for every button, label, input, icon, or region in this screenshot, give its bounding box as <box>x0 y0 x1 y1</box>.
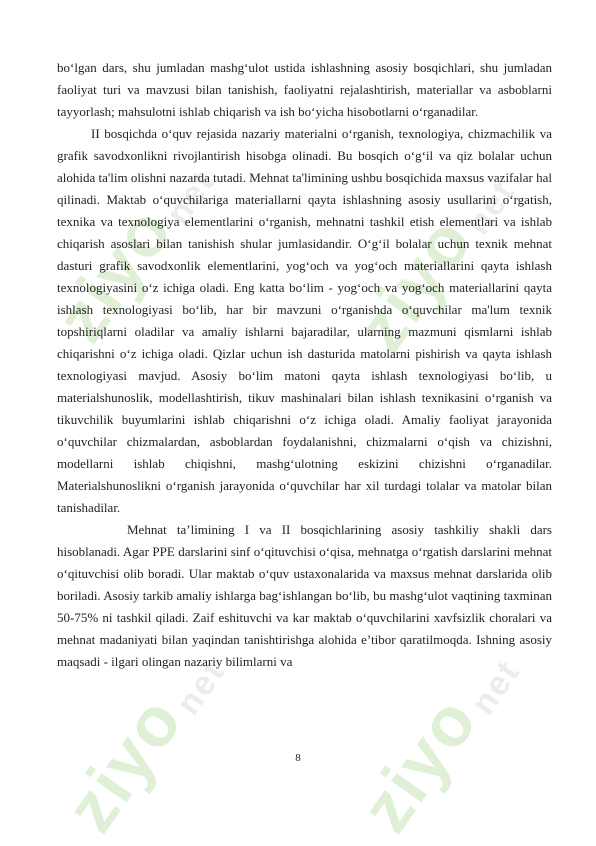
watermark-text: ziyonet <box>40 163 223 356</box>
watermark-text: ziyonet <box>345 653 528 846</box>
paragraph: bo‘lgan dars, shu jumladan mashg‘ulot ustida ishlashning asosiy bosqichlari, shu jumladan faoliyat turi va mavzusi bilan tanishish, faoliyatni rejalashtirish, materiallar va asboblarni tayyorlash; mahsulotni ishlab chiqarish va ish bo‘yicha hisobotlarni o‘rganadilar. <box>57 60 552 119</box>
paragraph: Mehnat ta’limining I va II bosqichlarining asosiy tashkiliy shakli dars hisoblanadi. Agar PPE darslarini sinf o‘qituvchisi o‘qisa, mehnatga o‘rgatish darslarini mehnat o‘qituvchisi olib boradi. Ular maktab o‘quv ustaxonalarida va maxsus mehnat darslarida olib boriladi. Asosiy tarkib amaliy ishlarga bag‘ishlangan bo‘lib, bu mashg‘ulot vaqtining taxminan 50-75% ni tashkil qiladi. Zaif eshituvchi va kar maktab o‘quvchilarini xavfsizlik choralari va mehnat madaniyati bilan yaqindan tanishtirishga alohida e’tibor qaratilmoqda. Ishning asosiy maqsadi - ilgari olingan nazariy bilimlarni va <box>57 522 552 669</box>
watermark-text: ziyonet <box>50 653 233 846</box>
page-number: 8 <box>295 752 301 764</box>
page-body <box>57 57 552 673</box>
paragraph: II bosqichda o‘quv rejasida nazariy materialni o‘rganish, texnologiya, chizmachilik va grafik savodxonlikni rivojlantirish hisobga olinadi. Bu bosqich o‘g‘il va qiz bolalar uchun alohida ta'lim olishni nazarda tutadi. Mehnat ta'limining ushbu bosqichida maxsus vazifalar hal qilinadi. Maktab o‘quvchilariga materiallarni qayta ishlashning asosiy usullarini o‘rgatish, texnika va texnologiya elementlarini o‘rganish, mehnatni tashkil etish elementlari va ishlab chiqarish asoslari bilan tanishish shular jumlasidandir. O‘g‘il bolalar uchun texnik mehnat dasturi grafik savodxonlik elementlarini, yog‘och va yog‘och materiallarini qayta ishlash texnologiyasini o‘z ichiga oladi. Eng katta bo‘lim - yog‘och va yog‘och materiallarini qayta ishlash texnologiyasi bo‘lib, har bir mavzuni o‘rganishda o‘quvchilar ma'lum texnik topshiriqlarni oladilar va amaliy ishlarni bajaradilar, ularning mazmuni qismlarni ishlab chiqarishni o‘z ichiga oladi. Qizlar uchun ish dasturida matolarni pishirish va qayta ishlash texnologiyasi mavjud. Asosiy bo‘lim matoni qayta ishlash texnologiyasi bo‘lib, u materialshunoslik, modellashtirish, tikuv mashinalari bilan ishlash texnikasini o‘rganish va tikuvchilik buyumlarini ishlab chiqarishni o‘z ichiga oladi. Amaliy faoliyat jarayonida o‘quvchilar chizmalardan, asboblardan foydalanishni, chizmalarni o‘qish va chizishni, modellarni ishlab chiqishni, mashg‘ulotning eskizini chizishni o‘rganadilar. Materialshunoslikni o‘rganish jarayonida o‘quvchilar har xil turdagi tolalar va matolar bilan tanishadilar. <box>57 126 552 515</box>
watermark-text: ziyonet <box>340 173 523 366</box>
